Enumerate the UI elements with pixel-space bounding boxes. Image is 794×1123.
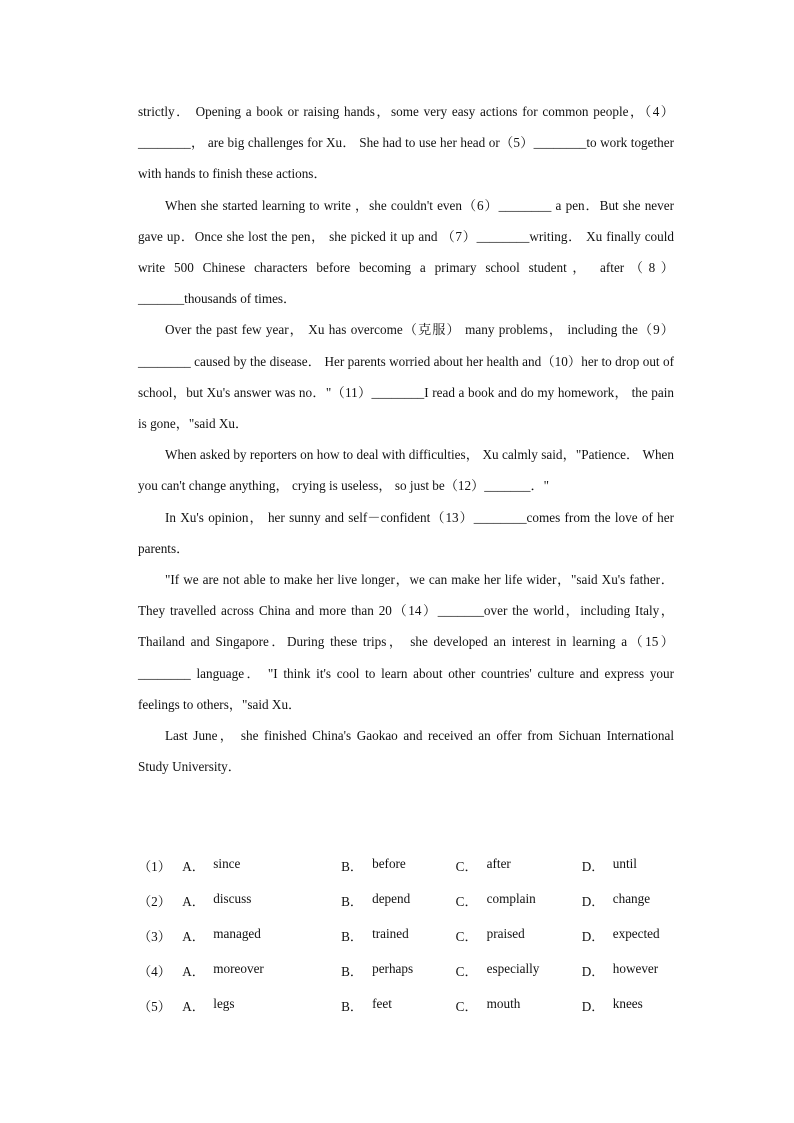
option-a[interactable]: A． since <box>182 856 241 874</box>
question-row <box>138 918 678 953</box>
paragraph: Last June， she finished China's Gaokao and received an offer from Sichuan International Study University． <box>138 728 674 775</box>
option-c[interactable]: C． praised <box>455 926 525 944</box>
question-row <box>138 988 678 1023</box>
option-a[interactable]: A． legs <box>182 996 235 1014</box>
option-d[interactable]: D． until <box>581 856 637 874</box>
option-c[interactable]: C． especially <box>455 961 540 979</box>
option-d[interactable]: D． however <box>581 961 659 979</box>
option-a[interactable]: A． moreover <box>182 961 264 979</box>
option-d[interactable]: D． expected <box>581 926 660 944</box>
paragraph: Over the past few year， Xu has overcome（克服） many problems， including the（9）________ caused by the disease． Her parents worried about her health and（10）her to drop out of school，but Xu's answer was no．"（11）________I read a book and do my homework， the pain is gone，"said Xu． <box>138 322 674 432</box>
question-row <box>138 848 678 883</box>
option-b[interactable]: B． perhaps <box>341 961 414 979</box>
option-d[interactable]: D． change <box>581 891 651 909</box>
question-number: （2） <box>138 894 171 909</box>
option-c[interactable]: C． after <box>455 856 511 874</box>
option-d[interactable]: D． knees <box>581 996 643 1014</box>
paragraph: strictly． Opening a book or raising hands，some very easy actions for common people，（4）________， are big challenges for Xu． She had to use her head or（5）________to work together with hands to finish these actions． <box>138 104 674 182</box>
paragraph: "If we are not able to make her live longer，we can make her life wider，"said Xu's father．They travelled across China and more than 20（14）_______over the world，including Italy，Thailand and Singapore．During these trips， she developed an interest in learning a（15）________ language． "I think it's cool to learn about other countries' culture and express your feelings to others，"said Xu． <box>138 572 674 712</box>
option-a[interactable]: A． discuss <box>182 891 252 909</box>
question-row <box>138 953 678 988</box>
question-number: （1） <box>138 859 171 874</box>
paragraph: When asked by reporters on how to deal with difficulties， Xu calmly said，"Patience． When you can't change anything， crying is useless， so just be（12）_______．" <box>138 447 674 494</box>
option-b[interactable]: B． trained <box>341 926 409 944</box>
option-b[interactable]: B． feet <box>341 996 392 1014</box>
option-b[interactable]: B． before <box>341 856 406 874</box>
option-c[interactable]: C． complain <box>455 891 536 909</box>
passage <box>138 96 674 782</box>
question-row <box>138 883 678 918</box>
paragraph: In Xu's opinion， her sunny and self－confident（13）________comes from the love of her parents． <box>138 509 674 556</box>
question-number: （5） <box>138 999 171 1014</box>
paragraph: When she started learning to write ，she couldn't even（6）________ a pen．But she never gave up．Once she lost the pen， she picked it up and （7）________writing． Xu finally could write 500 Chinese characters before becoming a primary school student， after（8）_______thousands of times． <box>138 197 674 307</box>
option-c[interactable]: C． mouth <box>455 996 521 1014</box>
question-number: （4） <box>138 964 171 979</box>
question-number: （3） <box>138 929 171 944</box>
option-b[interactable]: B． depend <box>341 891 411 909</box>
option-a[interactable]: A． managed <box>182 926 261 944</box>
answer-options <box>138 848 678 1023</box>
